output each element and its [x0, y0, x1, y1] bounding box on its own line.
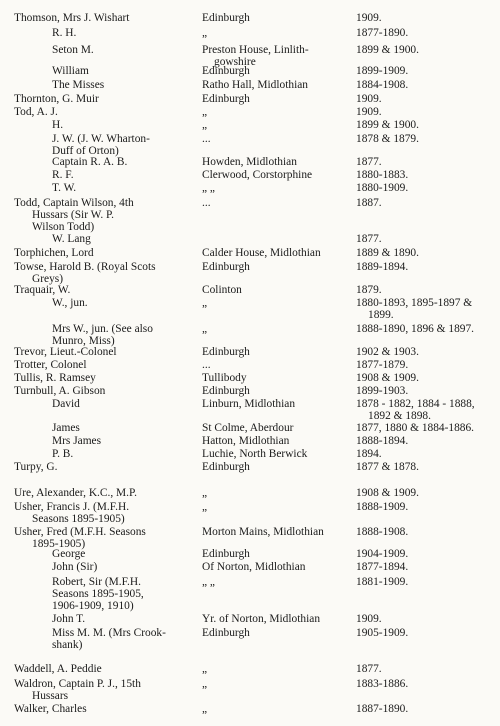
- entry-dates: [356, 182, 496, 194]
- entry-line: 1877.: [356, 156, 382, 168]
- entry-line: R. F.: [52, 169, 74, 181]
- entry-name: [14, 461, 197, 473]
- entry-place: [202, 133, 354, 145]
- entry-line: George: [52, 548, 86, 560]
- entry-line: Turnbull, A. Gibson: [14, 385, 106, 397]
- entry-line: Tullis, R. Ramsey: [14, 372, 96, 384]
- entry-line: 1899 & 1900.: [356, 119, 419, 131]
- entry-line: Ure, Alexander, K.C., M.P.: [14, 487, 137, 499]
- entry-place: [202, 548, 354, 560]
- entry-line: „: [202, 106, 208, 118]
- entry-line: Seasons 1895-1905): [32, 513, 125, 525]
- entry-line: William: [52, 65, 89, 77]
- entry-line: Waldron, Captain P. J., 15th: [14, 678, 141, 690]
- entry-place: [202, 435, 354, 447]
- entry-name: [14, 703, 197, 715]
- entry-dates: [356, 385, 496, 397]
- entry-place: [202, 663, 354, 675]
- entry-dates: [356, 261, 496, 273]
- entry-line: Hatton, Midlothian: [202, 435, 290, 447]
- entry-dates: [356, 576, 496, 588]
- entry-line: Morton Mains, Midlothian: [202, 526, 324, 538]
- entry-line: 1909.: [356, 93, 382, 105]
- entry-name: [14, 372, 197, 384]
- entry-name: [14, 663, 197, 675]
- entry-line: 1887-1890.: [356, 703, 409, 715]
- entry-place: [202, 27, 354, 39]
- entry-name: [14, 284, 197, 296]
- entry-line: 1880-1909.: [356, 182, 409, 194]
- entry-dates: [356, 448, 496, 460]
- entry-line: Captain R. A. B.: [52, 156, 128, 168]
- entry-name: [14, 247, 197, 259]
- entry-line: Mrs W., jun. (See also: [52, 323, 153, 335]
- entry-dates: [356, 678, 496, 690]
- entry-line: 1887.: [356, 197, 382, 209]
- entry-line: Colinton: [202, 284, 242, 296]
- entry-line: P. B.: [52, 448, 74, 460]
- entry-line: ...: [202, 197, 211, 209]
- entry-line: Edinburgh: [202, 346, 250, 358]
- entry-place: [202, 323, 354, 335]
- entry-line: „: [202, 678, 208, 690]
- entry-dates: [356, 65, 496, 77]
- entry-line: 1880-1893, 1895-1897 &: [356, 297, 473, 309]
- entry-dates: [356, 561, 496, 573]
- entry-line: James: [52, 422, 80, 434]
- entry-dates: [356, 27, 496, 39]
- entry-dates: [356, 297, 496, 321]
- entry-name: [14, 233, 235, 245]
- entry-line: The Misses: [52, 79, 105, 91]
- entry-line: 1905-1909.: [356, 627, 409, 639]
- entry-line: „: [202, 323, 208, 335]
- entry-line: 1881-1909.: [356, 576, 409, 588]
- entry-line: 1878 - 1882, 1884 - 1888,: [356, 398, 475, 410]
- entry-line: 1877-1894.: [356, 561, 409, 573]
- entry-line: Waddell, A. Peddie: [14, 663, 102, 675]
- entry-line: J. W. (J. W. Wharton-: [52, 133, 150, 145]
- entry-line: 1877-1879.: [356, 359, 409, 371]
- entry-line: 1899.: [368, 309, 394, 321]
- entry-place: [202, 576, 354, 588]
- entry-line: R. H.: [52, 27, 77, 39]
- entry-line: 1877-1890.: [356, 27, 409, 39]
- entry-line: 1879.: [356, 284, 382, 296]
- entry-dates: [356, 284, 496, 296]
- entry-dates: [356, 323, 496, 335]
- entry-line: St Colme, Aberdour: [202, 422, 294, 434]
- entry-line: Miss M. M. (Mrs Crook-: [52, 627, 166, 639]
- entry-line: 1902 & 1903.: [356, 346, 419, 358]
- entry-line: Edinburgh: [202, 65, 250, 77]
- entry-line: Tod, A. J.: [14, 106, 58, 118]
- entry-line: „: [202, 119, 208, 131]
- entry-line: Hussars (Sir W. P.: [32, 209, 114, 221]
- entry-place: [202, 156, 354, 168]
- entry-dates: [356, 435, 496, 447]
- entry-name: [14, 106, 197, 118]
- entry-place: [202, 448, 354, 460]
- entry-place: [202, 526, 354, 538]
- entry-line: 1889 & 1890.: [356, 247, 419, 259]
- entry-name: [14, 678, 197, 702]
- entry-place: [202, 261, 354, 273]
- entry-place: [202, 12, 354, 24]
- entry-dates: [356, 247, 496, 259]
- entry-line: „ „: [202, 576, 215, 588]
- entry-line: Tullibody: [202, 372, 247, 384]
- entry-name: [14, 12, 197, 24]
- entry-line: 1880-1883.: [356, 169, 409, 181]
- entry-dates: [356, 501, 496, 513]
- entry-line: Clerwood, Corstorphine: [202, 169, 313, 181]
- entry-line: Trotter, Colonel: [14, 359, 87, 371]
- entry-line: „: [202, 703, 208, 715]
- entry-dates: [356, 169, 496, 181]
- entry-line: Usher, Fred (M.F.H. Seasons: [14, 526, 146, 538]
- entry-line: Greys): [32, 273, 63, 285]
- entry-line: 1909.: [356, 12, 382, 24]
- entry-place: [202, 385, 354, 397]
- entry-dates: [356, 627, 496, 639]
- entry-dates: [356, 79, 496, 91]
- entry-dates: [356, 613, 496, 625]
- entry-name: [14, 93, 197, 105]
- entry-dates: [356, 156, 496, 168]
- entry-line: 1888-1894.: [356, 435, 409, 447]
- entry-place: [202, 346, 354, 358]
- entry-line: Munro, Miss): [52, 335, 115, 347]
- entry-place: [202, 197, 354, 209]
- entry-line: Luchie, North Berwick: [202, 448, 308, 460]
- entry-line: Trevor, Lieut.-Colonel: [14, 346, 117, 358]
- entry-dates: [356, 359, 496, 371]
- entry-place: [202, 461, 354, 473]
- entry-line: David: [52, 398, 80, 410]
- entry-line: W., jun.: [52, 297, 88, 309]
- entry-dates: [356, 487, 496, 499]
- entry-place: [202, 561, 354, 573]
- entry-place: [202, 613, 354, 625]
- entry-dates: [356, 197, 496, 209]
- entry-line: Mrs James: [52, 435, 102, 447]
- entry-line: 1894.: [356, 448, 382, 460]
- entry-dates: [356, 106, 496, 118]
- entry-line: 1908 & 1909.: [356, 372, 419, 384]
- entry-dates: [356, 422, 496, 434]
- entry-line: 1877 & 1878.: [356, 461, 419, 473]
- entry-line: Edinburgh: [202, 385, 250, 397]
- entry-line: 1888-1908.: [356, 526, 409, 538]
- entry-line: „: [202, 487, 208, 499]
- entry-line: John (Sir): [52, 561, 98, 573]
- entry-line: 1892 & 1898.: [368, 410, 431, 422]
- entry-line: John T.: [52, 613, 86, 625]
- entry-line: „: [202, 297, 208, 309]
- entry-name: [14, 385, 197, 397]
- entry-line: Robert, Sir (M.F.H.: [52, 576, 141, 588]
- entry-line: Duff of Orton): [52, 145, 119, 157]
- entry-place: [202, 297, 354, 309]
- entry-place: [202, 93, 354, 105]
- entry-line: 1909.: [356, 613, 382, 625]
- entry-line: Walker, Charles: [14, 703, 87, 715]
- entry-line: 1878 & 1879.: [356, 133, 419, 145]
- entry-place: [202, 79, 354, 91]
- entry-dates: [356, 12, 496, 24]
- entry-line: 1883-1886.: [356, 678, 409, 690]
- entry-line: Calder House, Midlothian: [202, 247, 321, 259]
- entry-dates: [356, 233, 496, 245]
- entry-line: 1877.: [356, 663, 382, 675]
- entry-line: Seton M.: [52, 44, 94, 56]
- entry-line: Towse, Harold B. (Royal Scots: [14, 261, 156, 273]
- entry-line: Linburn, Midlothian: [202, 398, 296, 410]
- entry-line: Edinburgh: [202, 261, 250, 273]
- entry-dates: [356, 703, 496, 715]
- entry-line: T. W.: [52, 182, 77, 194]
- entry-line: „: [202, 501, 208, 513]
- entry-line: Thomson, Mrs J. Wishart: [14, 12, 130, 24]
- entry-line: Edinburgh: [202, 548, 250, 560]
- entry-line: 1899 & 1900.: [356, 44, 419, 56]
- entry-name: [14, 197, 197, 233]
- entry-name: [14, 526, 197, 550]
- entry-line: „: [202, 663, 208, 675]
- entry-line: Yr. of Norton, Midlothian: [202, 613, 321, 625]
- entry-line: shank): [52, 639, 83, 651]
- entry-line: Ratho Hall, Midlothian: [202, 79, 308, 91]
- entry-place: [202, 372, 354, 384]
- entry-line: H.: [52, 119, 64, 131]
- entry-place: [202, 501, 354, 513]
- entry-line: 1908 & 1909.: [356, 487, 419, 499]
- entry-line: Thornton, G. Muir: [14, 93, 99, 105]
- entry-line: gowshire: [214, 56, 256, 68]
- entry-dates: [356, 663, 496, 675]
- entry-line: „: [202, 27, 208, 39]
- entry-line: Edinburgh: [202, 627, 250, 639]
- entry-line: 1909.: [356, 106, 382, 118]
- entry-line: 1888-1909.: [356, 501, 409, 513]
- entry-line: 1884-1908.: [356, 79, 409, 91]
- entry-dates: [356, 548, 496, 560]
- entry-line: 1899-1903.: [356, 385, 409, 397]
- entry-place: [202, 247, 354, 259]
- entry-dates: [356, 526, 496, 538]
- entry-line: Wilson Todd): [32, 221, 95, 233]
- entry-place: [202, 487, 354, 499]
- entry-line: W. Lang: [52, 233, 91, 245]
- entry-place: [202, 398, 354, 410]
- entry-line: 1888-1890, 1896 & 1897.: [356, 323, 475, 335]
- entry-place: [202, 182, 354, 194]
- entry-dates: [356, 398, 496, 422]
- entry-line: Howden, Midlothian: [202, 156, 297, 168]
- entry-line: Todd, Captain Wilson, 4th: [14, 197, 134, 209]
- entry-line: Traquair, W.: [14, 284, 71, 296]
- entry-dates: [356, 461, 496, 473]
- entry-line: Usher, Francis J. (M.F.H.: [14, 501, 130, 513]
- entry-line: ...: [202, 133, 211, 145]
- entry-line: Turpy, G.: [14, 461, 58, 473]
- entry-dates: [356, 372, 496, 384]
- entry-line: Preston House, Linlith-: [202, 44, 309, 56]
- entry-line: 1877.: [356, 233, 382, 245]
- entry-line: 1904-1909.: [356, 548, 409, 560]
- entry-place: [202, 65, 354, 77]
- entry-dates: [356, 133, 496, 145]
- entry-place: [202, 169, 354, 181]
- entry-line: Edinburgh: [202, 12, 250, 24]
- entry-dates: [356, 119, 496, 131]
- entry-line: 1906-1909, 1910): [52, 600, 134, 612]
- entry-line: Torphichen, Lord: [14, 247, 94, 259]
- entry-name: [14, 261, 197, 285]
- entry-place: [202, 119, 354, 131]
- entry-line: 1889-1894.: [356, 261, 409, 273]
- entry-place: [202, 703, 354, 715]
- entry-dates: [356, 44, 496, 56]
- entry-line: Seasons 1895-1905,: [52, 588, 144, 600]
- entry-name: [14, 487, 197, 499]
- entry-line: 1895-1905): [32, 538, 86, 550]
- entry-line: 1877, 1880 & 1884-1886.: [356, 422, 475, 434]
- entry-line: ...: [202, 359, 211, 371]
- entry-place: [202, 627, 354, 639]
- entry-place: [202, 284, 354, 296]
- entry-line: Hussars: [32, 690, 69, 702]
- entry-name: [14, 501, 197, 525]
- entry-line: Edinburgh: [202, 461, 250, 473]
- entry-line: „ „: [202, 182, 215, 194]
- entry-place: [202, 422, 354, 434]
- entry-dates: [356, 93, 496, 105]
- entry-place: [202, 678, 354, 690]
- entry-name: [14, 359, 197, 371]
- entry-dates: [356, 346, 496, 358]
- entry-line: Edinburgh: [202, 93, 250, 105]
- entry-line: 1899-1909.: [356, 65, 409, 77]
- entry-place: [202, 106, 354, 118]
- entry-name: [14, 346, 197, 358]
- entry-line: Of Norton, Midlothian: [202, 561, 306, 573]
- entry-place: [202, 359, 354, 371]
